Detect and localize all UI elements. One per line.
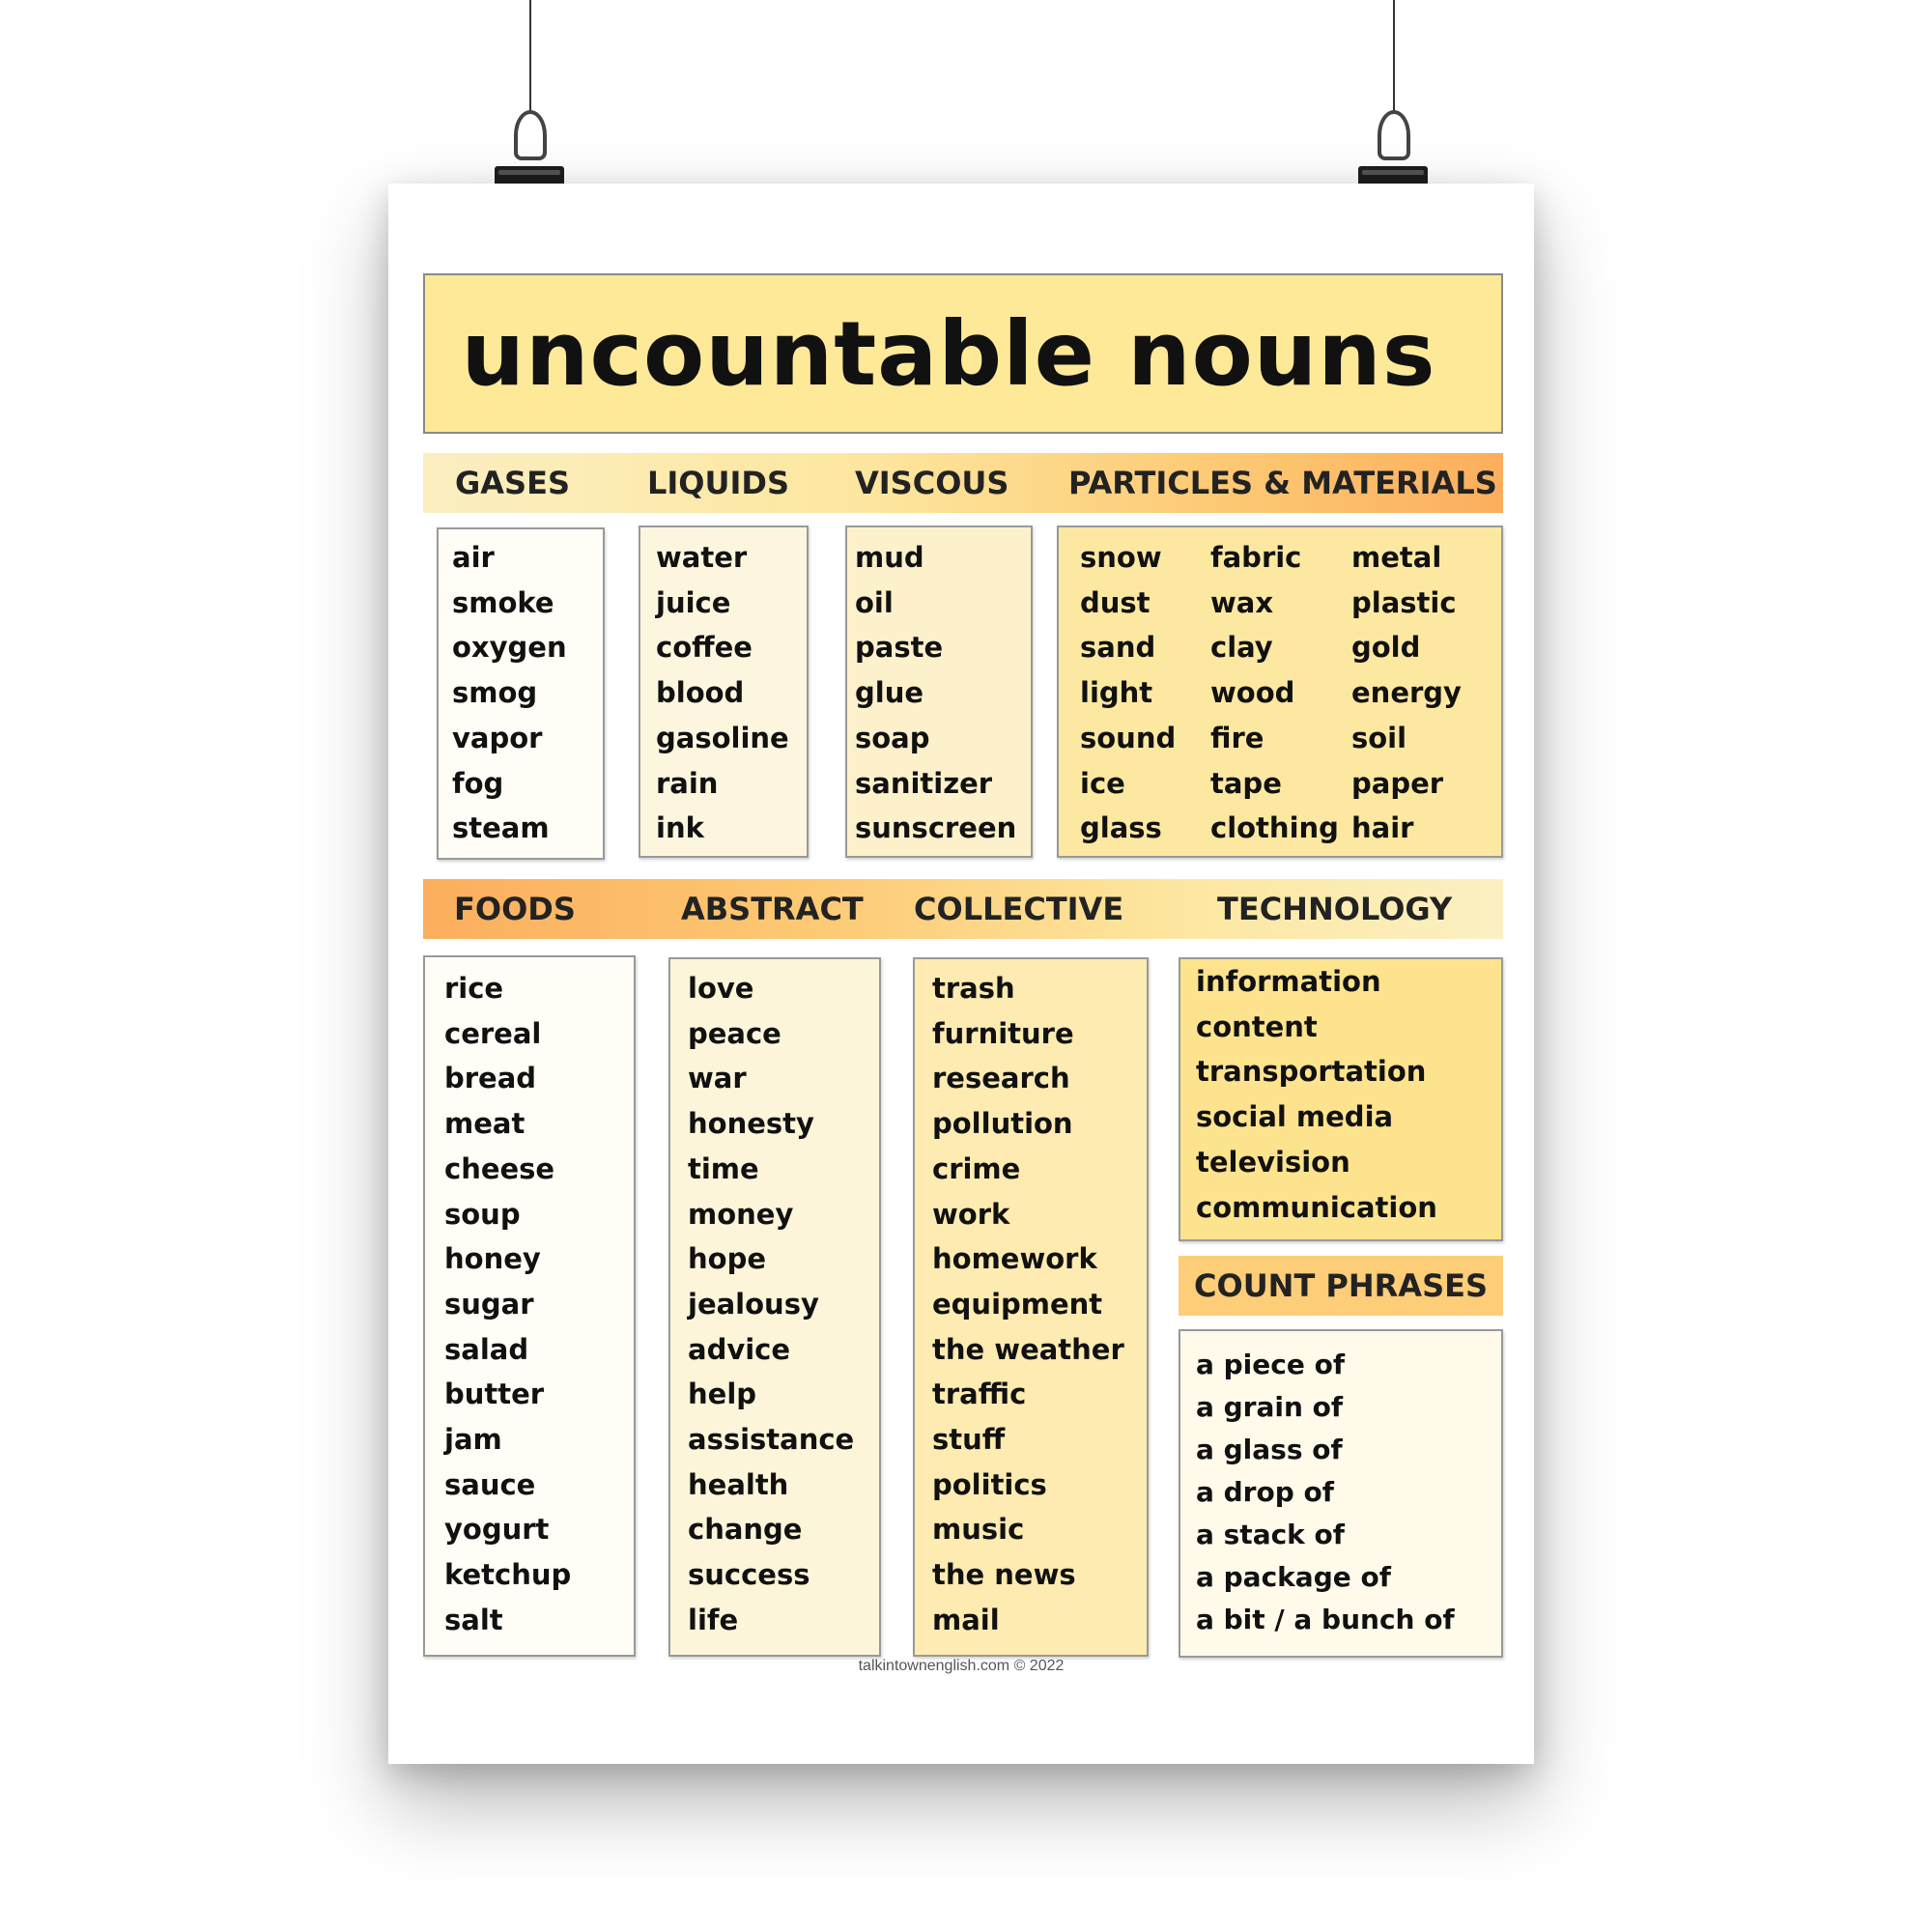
particles-list-col2-item: tape <box>1210 766 1282 800</box>
gases-list-item: air <box>452 541 495 574</box>
count-phrases-list-item: a drop of <box>1196 1476 1334 1508</box>
technology-list <box>1196 959 1437 1230</box>
technology-list-item: transportation <box>1196 1055 1427 1089</box>
gases-box <box>437 527 605 860</box>
foods-list-item: soup <box>444 1197 521 1231</box>
collective-list-item: work <box>932 1197 1010 1231</box>
abstract-list-item: health <box>688 1467 789 1501</box>
header-technology: TECHNOLOGY <box>1217 891 1453 927</box>
collective-list-item: traffic <box>932 1378 1027 1411</box>
hanging-string-left <box>529 0 531 114</box>
liquids-list-item: blood <box>656 676 745 710</box>
foods-list-item: sauce <box>444 1467 536 1501</box>
count-phrases-list-item: a package of <box>1196 1561 1391 1593</box>
liquids-list-item: juice <box>656 585 731 619</box>
collective-box <box>913 957 1149 1657</box>
abstract-list-item: love <box>688 972 754 1005</box>
count-phrases-list-item: a bit / a bunch of <box>1196 1604 1455 1635</box>
particles-list-col3-item: paper <box>1351 766 1444 800</box>
viscous-box <box>845 526 1033 858</box>
liquids-list-item: ink <box>656 811 704 845</box>
foods-list <box>444 966 571 1643</box>
foods-box <box>423 955 636 1657</box>
foods-list-item: salt <box>444 1603 503 1636</box>
technology-list-item: information <box>1196 965 1381 998</box>
header-liquids: LIQUIDS <box>647 465 789 501</box>
foods-list-item: meat <box>444 1107 526 1141</box>
poster-title: uncountable nouns <box>461 301 1436 406</box>
title-box <box>423 273 1503 434</box>
count-phrases-box <box>1179 1329 1503 1658</box>
particles-list-col2-item: clay <box>1210 631 1273 665</box>
gases-list-item: oxygen <box>452 631 567 665</box>
foods-list-item: jam <box>444 1423 502 1457</box>
particles-list-col3-item: metal <box>1351 541 1442 574</box>
foods-list-item: yogurt <box>444 1513 550 1547</box>
collective-list <box>932 966 1124 1643</box>
hanging-string-right <box>1393 0 1395 114</box>
abstract-list-item: time <box>688 1151 759 1185</box>
viscous-list-item: paste <box>855 631 944 665</box>
collective-list-item: the weather <box>932 1332 1124 1366</box>
abstract-list-item: life <box>688 1603 739 1636</box>
abstract-list-item: success <box>688 1558 810 1592</box>
viscous-list-item: oil <box>855 585 894 619</box>
particles-list-col1 <box>1080 535 1176 851</box>
particles-list-col3-item: hair <box>1351 811 1414 845</box>
abstract-list <box>688 966 854 1643</box>
header-abstract: ABSTRACT <box>681 891 864 927</box>
viscous-list-item: glue <box>855 676 924 710</box>
collective-list-item: pollution <box>932 1107 1073 1141</box>
header-collective: COLLECTIVE <box>914 891 1124 927</box>
collective-list-item: stuff <box>932 1423 1006 1457</box>
technology-list-item: content <box>1196 1009 1318 1043</box>
abstract-list-item: money <box>688 1197 794 1231</box>
liquids-list-item: rain <box>656 766 719 800</box>
header-band-row2 <box>423 879 1503 939</box>
clip-wire-left <box>514 110 547 160</box>
foods-list-item: butter <box>444 1378 545 1411</box>
clip-wire-right <box>1378 110 1410 160</box>
abstract-list-item: hope <box>688 1242 766 1276</box>
particles-list-col2-item: fire <box>1210 721 1264 754</box>
poster <box>388 184 1534 1764</box>
liquids-box <box>639 526 809 858</box>
viscous-list-item: sunscreen <box>855 811 1017 845</box>
collective-list-item: the news <box>932 1558 1076 1592</box>
particles-list-col3 <box>1351 535 1462 851</box>
viscous-list-item: soap <box>855 721 930 754</box>
particles-list-col3-item: gold <box>1351 631 1421 665</box>
particles-box <box>1057 526 1503 858</box>
count-phrases-list <box>1196 1344 1455 1641</box>
viscous-list-item: mud <box>855 541 924 574</box>
particles-list-col2-item: fabric <box>1210 541 1302 574</box>
gases-list-item: smoke <box>452 585 554 619</box>
collective-list-item: politics <box>932 1467 1047 1501</box>
abstract-list-item: jealousy <box>688 1287 819 1321</box>
footer-credit: talkintownenglish.com © 2022 <box>858 1658 1065 1674</box>
abstract-list-item: change <box>688 1513 803 1547</box>
particles-list-col1-item: sand <box>1080 631 1156 665</box>
abstract-list-item: war <box>688 1062 747 1095</box>
count-phrases-list-item: a grain of <box>1196 1391 1344 1423</box>
foods-list-item: bread <box>444 1062 537 1095</box>
collective-list-item: equipment <box>932 1287 1103 1321</box>
particles-list-col2-item: wood <box>1210 676 1295 710</box>
foods-list-item: sugar <box>444 1287 534 1321</box>
abstract-list-item: assistance <box>688 1423 855 1457</box>
particles-list-col3-item: soil <box>1351 721 1407 754</box>
header-foods: FOODS <box>454 891 576 927</box>
gases-list-item: vapor <box>452 721 543 754</box>
header-band-row1 <box>423 453 1503 513</box>
abstract-list-item: advice <box>688 1332 791 1366</box>
liquids-list <box>656 535 789 851</box>
foods-list-item: honey <box>444 1242 541 1276</box>
particles-list-col2 <box>1210 535 1339 851</box>
header-viscous: VISCOUS <box>855 465 1009 501</box>
liquids-list-item: gasoline <box>656 721 789 754</box>
technology-list-item: communication <box>1196 1190 1437 1224</box>
technology-list-item: television <box>1196 1145 1350 1179</box>
collective-list-item: music <box>932 1513 1025 1547</box>
foods-list-item: cereal <box>444 1016 542 1050</box>
header-gases: GASES <box>455 465 570 501</box>
foods-list-item: ketchup <box>444 1558 572 1592</box>
count-phrases-header: COUNT PHRASES <box>1179 1256 1503 1316</box>
count-phrases-list-item: a glass of <box>1196 1434 1343 1465</box>
viscous-list-item: sanitizer <box>855 766 993 800</box>
gases-list-item: fog <box>452 766 504 800</box>
foods-list-item: rice <box>444 972 504 1005</box>
collective-list-item: homework <box>932 1242 1097 1276</box>
particles-list-col1-item: glass <box>1080 811 1162 845</box>
count-phrases-list-item: a piece of <box>1196 1349 1346 1380</box>
collective-list-item: furniture <box>932 1016 1074 1050</box>
technology-box <box>1179 957 1503 1241</box>
collective-list-item: research <box>932 1062 1070 1095</box>
particles-list-col2-item: clothing <box>1210 811 1339 845</box>
gases-list <box>452 535 567 851</box>
abstract-list-item: peace <box>688 1016 781 1050</box>
particles-list-col1-item: ice <box>1080 766 1125 800</box>
collective-list-item: mail <box>932 1603 1000 1636</box>
particles-list-col1-item: light <box>1080 676 1153 710</box>
viscous-list <box>855 535 1016 851</box>
abstract-list-item: honesty <box>688 1107 814 1141</box>
particles-list-col3-item: energy <box>1351 676 1462 710</box>
foods-list-item: salad <box>444 1332 529 1366</box>
foods-list-item: cheese <box>444 1151 555 1185</box>
liquids-list-item: coffee <box>656 631 753 665</box>
header-particles: PARTICLES & MATERIALS <box>1068 465 1497 501</box>
abstract-box <box>668 957 881 1657</box>
collective-list-item: trash <box>932 972 1015 1005</box>
technology-list-item: social media <box>1196 1100 1394 1134</box>
particles-list-col3-item: plastic <box>1351 585 1457 619</box>
gases-list-item: steam <box>452 811 550 845</box>
particles-list-col1-item: snow <box>1080 541 1162 574</box>
liquids-list-item: water <box>656 541 748 574</box>
abstract-list-item: help <box>688 1378 757 1411</box>
particles-list-col1-item: dust <box>1080 585 1151 619</box>
particles-list-col2-item: wax <box>1210 585 1274 619</box>
particles-list-col1-item: sound <box>1080 721 1177 754</box>
collective-list-item: crime <box>932 1151 1021 1185</box>
gases-list-item: smog <box>452 676 538 710</box>
count-phrases-list-item: a stack of <box>1196 1519 1345 1550</box>
